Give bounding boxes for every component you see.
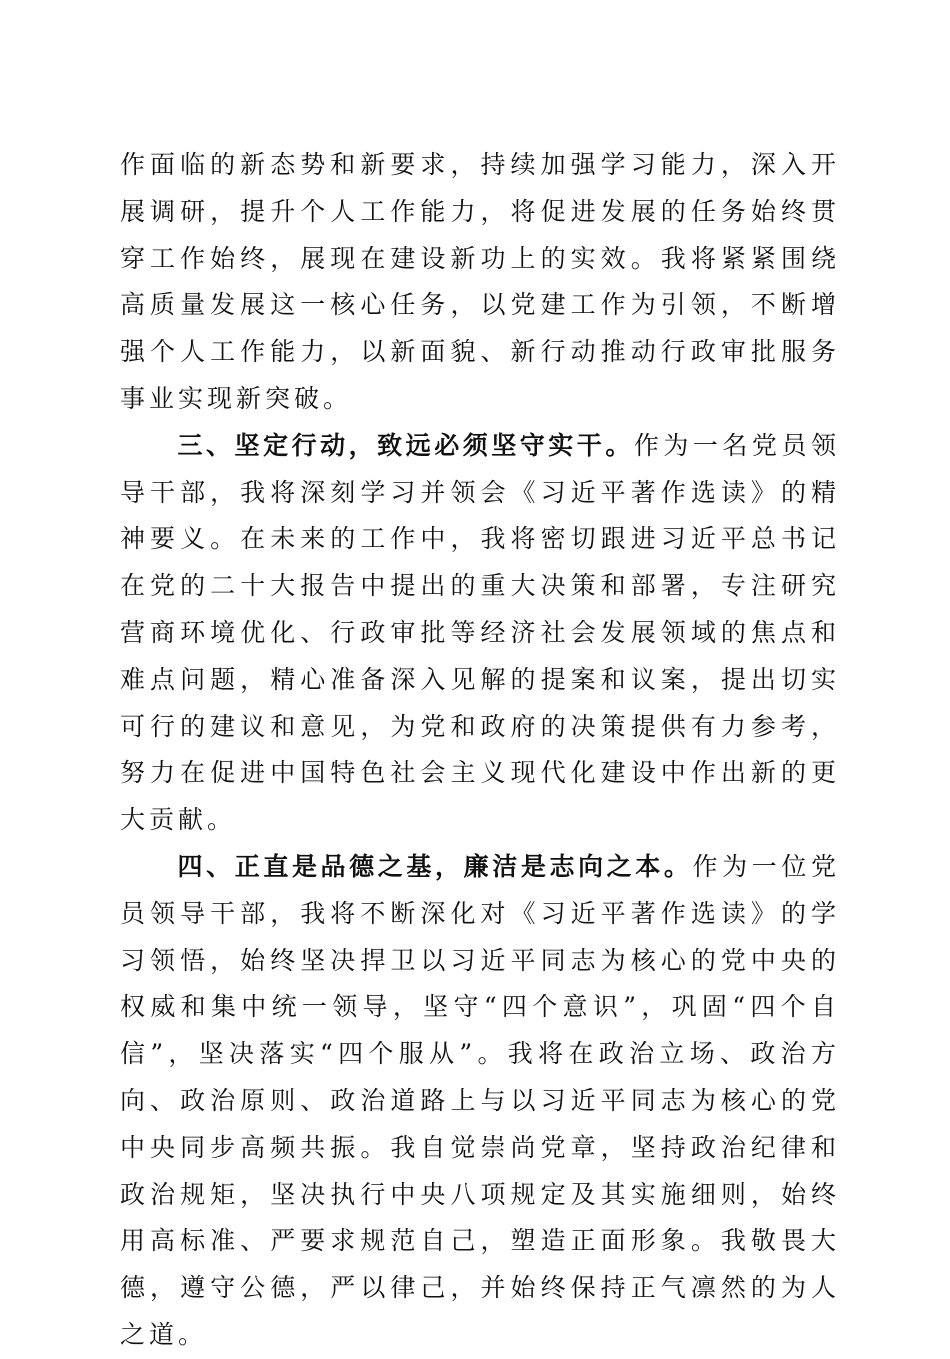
paragraph-section-four xyxy=(120,844,840,1359)
paragraph-text: 作为一位党员领导干部，我将不断深化对《习近平著作选读》的学习领悟，始终坚决捍卫以习近平同志为核心的党中央的权威和集中统一领导，坚守“四个意识”，巩固“四个自信”，坚决落实“四个服从”。我将在政治立场、政治方向、政治原则、政治道路上与以习近平同志为核心的党中央同步高频共振。我自觉崇尚党章，坚持政治纪律和政治规矩，坚决执行中央八项规定及其实施细则，始终用高标准、严要求规范自己，塑造正面形象。我敬畏大德，遵守公德，严以律己，并始终保持正气凛然的为人之道。 xyxy=(120,851,840,1349)
section-three-heading: 三、坚定行动，致远必须坚守实干。 xyxy=(177,430,634,460)
paragraph-continuation xyxy=(120,142,840,423)
document-body xyxy=(120,142,840,1359)
paragraph-text: 作面临的新态势和新要求，持续加强学习能力，深入开展调研，提升个人工作能力，将促进发展的任务始终贯穿工作始终，展现在建设新功上的实效。我将紧紧围绕高质量发展这一核心任务，以党建工作为引领，不断增强个人工作能力，以新面貌、新行动推动行政审批服务事业实现新突破。 xyxy=(120,150,840,413)
section-four-heading: 四、正直是品德之基，廉洁是志向之本。 xyxy=(177,851,693,881)
paragraph-section-three xyxy=(120,423,840,844)
paragraph-text: 作为一名党员领导干部，我将深刻学习并领会《习近平著作选读》的精神要义。在未来的工作中，我将密切跟进习近平总书记在党的二十大报告中提出的重大决策和部署，专注研究营商环境优化、行政审批等经济社会发展领域的焦点和难点问题，精心准备深入见解的提案和议案，提出切实可行的建议和意见，为党和政府的决策提供有力参考，努力在促进中国特色社会主义现代化建设中作出新的更大贡献。 xyxy=(120,430,840,835)
